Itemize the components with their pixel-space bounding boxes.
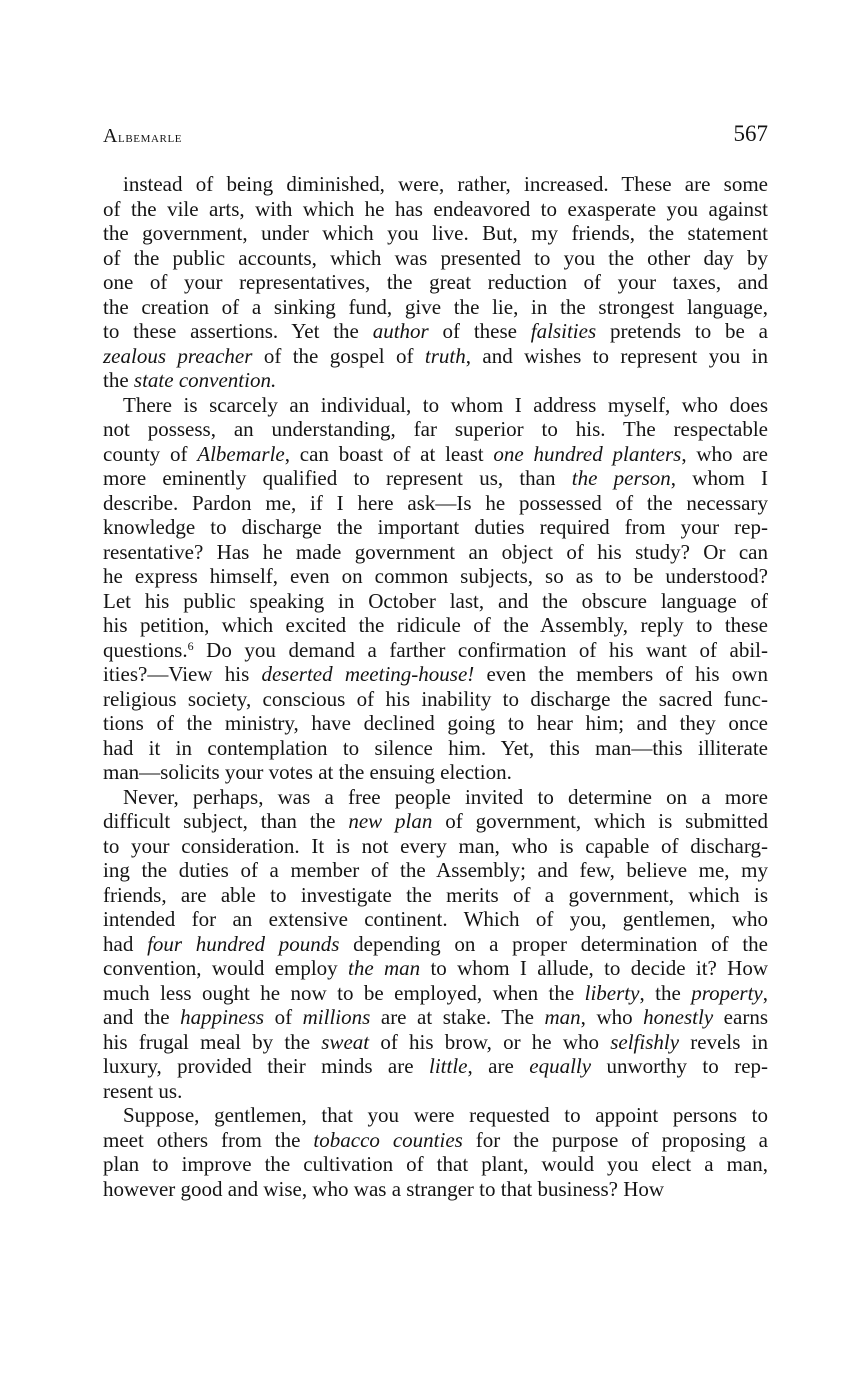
text-line (103, 638, 768, 663)
text-run: of his brow, or he who (369, 1029, 611, 1054)
text-run: to whom I allude, to decide it? How (420, 956, 768, 980)
text-line (103, 197, 768, 222)
text-run: and the (103, 1005, 181, 1029)
text-line (103, 246, 768, 271)
text-run: not possess, an understanding, far superior to his. The respectable (103, 417, 768, 441)
italic-phrase: truth (424, 343, 466, 368)
text-line (103, 491, 768, 516)
paragraph (103, 393, 768, 785)
text-line (103, 1128, 768, 1153)
text-line (103, 1054, 768, 1079)
italic-phrase: Albemarle (197, 441, 285, 466)
text-line (103, 981, 768, 1006)
text-run: his frugal meal by the (103, 1029, 322, 1054)
page-number: 567 (733, 121, 768, 146)
text-run: ities?—View his (103, 662, 262, 686)
text-run: unworthy to rep- (591, 1054, 769, 1078)
text-line (103, 1103, 768, 1128)
text-run: revels in (679, 1029, 768, 1054)
text-run: had it in contemplation to silence him. Yet, this man—this illiterate (103, 735, 768, 760)
text-line (103, 907, 768, 932)
italic-phrase: new plan (348, 809, 433, 833)
text-run: are at stake. The (370, 1005, 545, 1029)
italic-phrase: state convention. (133, 368, 277, 392)
text-line (103, 344, 768, 369)
text-run: the (103, 368, 134, 392)
text-run: had (103, 931, 148, 956)
text-line (103, 515, 768, 540)
text-run: one of your representatives, the great reduction of your taxes, and (103, 270, 768, 294)
text-run: pretends to be a (596, 319, 768, 343)
text-line (103, 956, 768, 981)
body-text (103, 172, 768, 1201)
italic-phrase: liberty (584, 980, 640, 1005)
text-run: meet others from the (103, 1127, 314, 1152)
text-run: of (264, 1005, 303, 1029)
text-run: resent us. (103, 1078, 183, 1103)
italic-phrase: tobacco counties (313, 1127, 463, 1152)
text-run: depending on a proper determination of the (339, 931, 768, 956)
italic-phrase: selfishly (610, 1029, 680, 1054)
paragraph (103, 785, 768, 1104)
italic-phrase: honestly (643, 1005, 714, 1029)
italic-phrase: author (372, 319, 429, 343)
italic-phrase: deserted meeting-house! (261, 662, 475, 686)
text-line (103, 589, 768, 614)
italic-phrase: man (544, 1005, 581, 1029)
text-run: , are (467, 1054, 530, 1078)
text-run: knowledge to discharge the important duties required from your rep- (103, 515, 768, 539)
text-run: much less ought he now to be employed, when the (103, 980, 585, 1005)
text-run: ing the duties of a member of the Assembly; and few, believe me, my (103, 858, 768, 882)
text-run: plan to improve the cultivation of that plant, would you elect a man, (103, 1152, 768, 1176)
text-line (103, 613, 768, 638)
italic-phrase: little (429, 1054, 468, 1078)
text-run: of the vile arts, with which he has endeavored to exasperate you against (103, 196, 768, 221)
text-line (103, 834, 768, 859)
text-run: tions of the ministry, have declined going to hear him; and they once (103, 711, 768, 735)
footnote-marker: 6 (187, 638, 194, 653)
text-line (103, 319, 768, 344)
running-title: Albemarle (103, 125, 183, 147)
text-run: of the public accounts, which was presented to you the other day by (103, 245, 768, 270)
text-run: of these (428, 319, 531, 343)
text-run: , can boast of at least (284, 441, 494, 466)
text-run: of the gospel of (252, 343, 425, 368)
text-run: resentative? Has he made government an object of his study? Or can (103, 539, 768, 564)
text-line (103, 540, 768, 565)
text-run: Let his public speaking in October last, and the obscure language of (103, 588, 768, 613)
text-line (103, 417, 768, 442)
text-run: the government, under which you live. But, my friends, the statement (103, 221, 768, 245)
italic-phrase: millions (302, 1005, 371, 1029)
text-run: friends, are able to investigate the merits of a government, which is (103, 882, 768, 907)
text-run: There is scarcely an individual, to whom I address myself, who does (123, 392, 768, 417)
text-run: to these assertions. Yet the (103, 319, 373, 343)
text-run: , who (580, 1005, 644, 1029)
paragraph (103, 172, 768, 393)
text-run: man—solicits your votes at the ensuing election. (103, 760, 512, 784)
text-run: to your consideration. It is not every man, who is capable of discharg- (103, 833, 768, 858)
text-run: , the (639, 980, 692, 1005)
text-run: , and wishes to represent you in (465, 343, 768, 368)
text-run: for the purpose of proposing a (462, 1127, 768, 1152)
text-line (103, 1079, 768, 1104)
text-line (103, 1152, 768, 1177)
text-line (103, 393, 768, 418)
text-run: , who are (681, 441, 768, 466)
text-run: describe. Pardon me, if I here ask—Is he possessed of the necessary (103, 490, 768, 515)
text-line (103, 785, 768, 810)
text-run: convention, would employ (103, 956, 348, 980)
text-run: difficult subject, than the (103, 809, 349, 833)
text-run: Never, perhaps, was a free people invited to determine on a more (123, 784, 768, 809)
text-line (103, 221, 768, 246)
text-line (103, 442, 768, 467)
text-line (103, 883, 768, 908)
text-run: religious society, conscious of his inability to discharge the sacred func- (103, 686, 768, 711)
text-run: luxury, provided their minds are (103, 1054, 429, 1078)
text-run: instead of being diminished, were, rather, increased. These are some (123, 172, 768, 196)
text-line (103, 368, 768, 393)
text-line (103, 736, 768, 761)
text-run: , whom I (670, 466, 768, 490)
text-line (103, 564, 768, 589)
text-line (103, 760, 768, 785)
text-line (103, 687, 768, 712)
italic-phrase: sweat (321, 1029, 370, 1054)
text-line (103, 1177, 768, 1202)
text-line (103, 932, 768, 957)
italic-phrase: property (691, 980, 763, 1005)
italic-phrase: one hundred planters (493, 441, 682, 466)
text-run: Do you demand a farther confirmation of his want of abil- (193, 637, 768, 662)
text-run: earns (713, 1005, 768, 1029)
italic-phrase: happiness (180, 1005, 265, 1029)
text-run: county of (103, 441, 198, 466)
running-head (103, 121, 768, 151)
text-line (103, 809, 768, 834)
text-line (103, 295, 768, 320)
paragraph (103, 1103, 768, 1201)
text-run: his petition, which excited the ridicule of the Assembly, reply to these (103, 613, 768, 637)
italic-phrase: falsities (530, 319, 597, 343)
text-line (103, 1005, 768, 1030)
text-run: questions. (103, 637, 188, 662)
text-run: more eminently qualified to represent us, than (103, 466, 572, 490)
italic-phrase: equally (529, 1054, 592, 1078)
text-run: he express himself, even on common subjects, so as to be understood? (103, 564, 768, 588)
text-line (103, 662, 768, 687)
text-run: of government, which is submitted (432, 809, 768, 833)
text-run: , (762, 980, 768, 1005)
italic-phrase: four hundred pounds (147, 931, 340, 956)
text-line (103, 711, 768, 736)
text-line (103, 270, 768, 295)
text-line (103, 466, 768, 491)
text-run: Suppose, gentlemen, that you were requested to appoint persons to (123, 1103, 768, 1127)
text-run: however good and wise, who was a stranger to that business? How (103, 1176, 665, 1201)
text-line (103, 1030, 768, 1055)
italic-phrase: zealous preacher (103, 343, 253, 368)
text-run: intended for an extensive continent. Which of you, gentlemen, who (103, 907, 768, 931)
text-line (103, 858, 768, 883)
text-run: the creation of a sinking fund, give the lie, in the strongest language, (103, 294, 768, 319)
italic-phrase: the man (348, 956, 421, 980)
text-line (103, 172, 768, 197)
italic-phrase: the person (571, 466, 671, 490)
text-run: even the members of his own (474, 662, 768, 686)
